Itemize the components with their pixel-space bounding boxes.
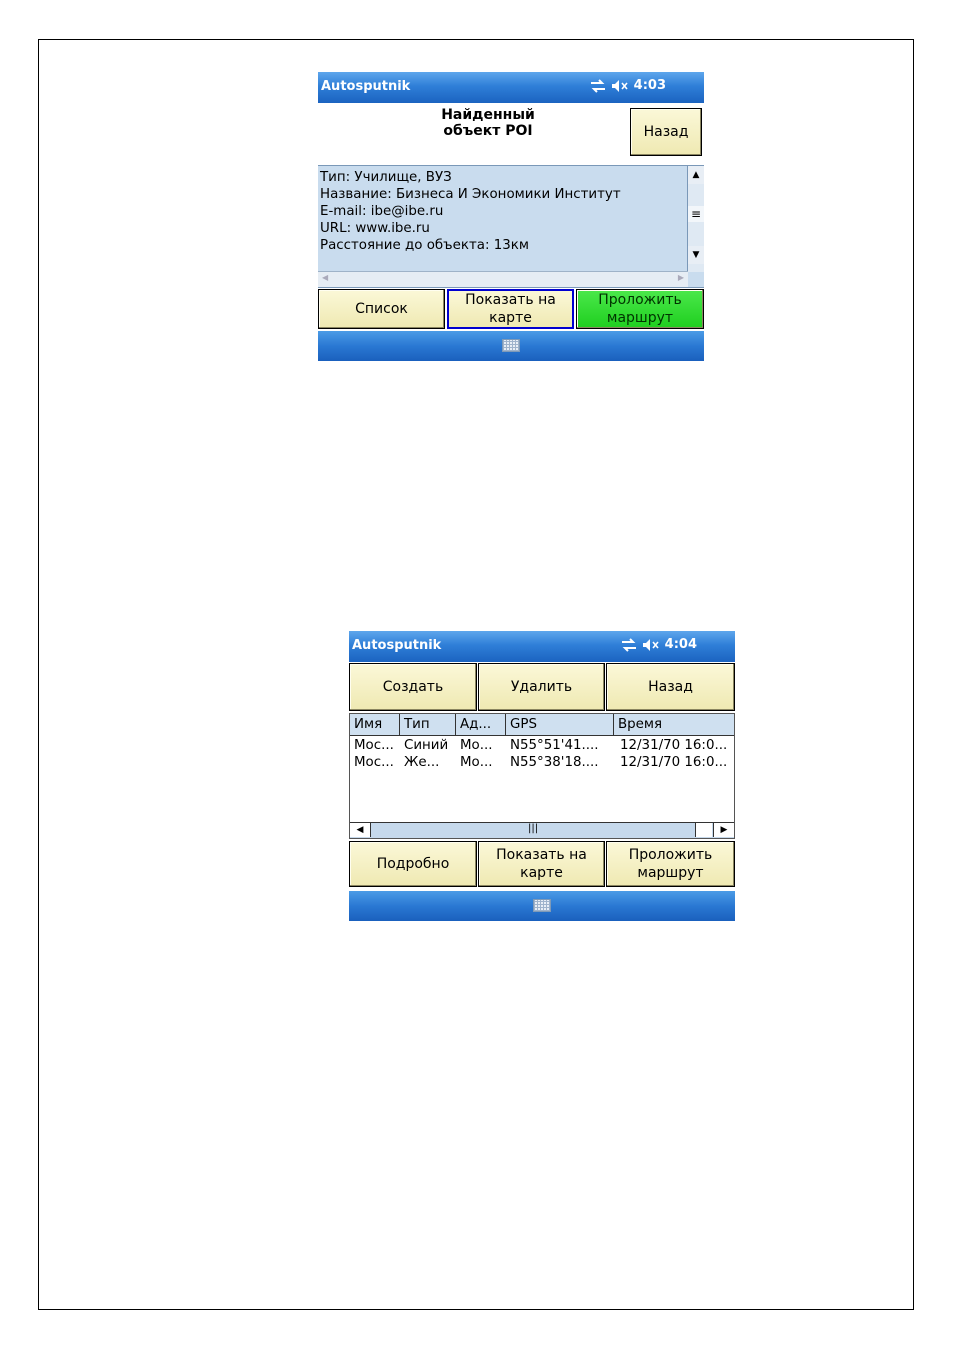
build-route-button[interactable]: Проложить маршрут — [576, 289, 704, 329]
status-area — [590, 78, 666, 93]
list-header — [350, 714, 734, 736]
menu-bar — [318, 331, 704, 361]
connectivity-icon[interactable] — [621, 638, 637, 652]
connectivity-icon[interactable] — [590, 79, 606, 93]
show-on-map-button[interactable]: Показать на карте — [447, 289, 574, 329]
poi-distance-line: Расстояние до объекта: 13км — [320, 238, 529, 253]
list-item[interactable]: Мос... Же... Мо... N55°38'18.... 12/31/70 16:0... — [354, 755, 728, 770]
scroll-left-icon[interactable]: ◀ — [350, 823, 371, 837]
app-title: Autosputnik — [352, 638, 442, 653]
horizontal-scrollbar[interactable] — [350, 822, 734, 838]
volume-muted-icon[interactable] — [642, 638, 660, 652]
build-route-button[interactable]: Проложить маршрут — [606, 841, 735, 887]
title-bar — [349, 631, 735, 662]
list-button[interactable]: Список — [318, 289, 445, 329]
keyboard-icon[interactable] — [502, 339, 520, 352]
back-button[interactable]: Назад — [606, 663, 735, 711]
app-title: Autosputnik — [321, 79, 411, 94]
scroll-right-icon[interactable]: ▶ — [713, 823, 734, 837]
status-area — [621, 637, 697, 652]
poi-url-line: URL: www.ibe.ru — [320, 221, 430, 236]
list-item[interactable]: Мос... Синий Мо... N55°51'41.... 12/31/70 16:0... — [354, 738, 728, 753]
poi-email-line: E-mail: ibe@ibe.ru — [320, 204, 444, 219]
back-button[interactable]: Назад — [630, 108, 702, 156]
clock[interactable]: 4:04 — [664, 637, 697, 652]
column-header-gps[interactable]: GPS — [506, 714, 614, 736]
keyboard-icon[interactable] — [533, 899, 551, 912]
page-title: Найденный объект POI — [441, 107, 535, 139]
delete-button[interactable]: Удалить — [478, 663, 605, 711]
scroll-track-end[interactable] — [695, 823, 712, 837]
volume-muted-icon[interactable] — [611, 79, 629, 93]
poi-list[interactable] — [349, 713, 735, 839]
poi-info-box[interactable] — [318, 165, 704, 288]
poi-list-screen — [349, 631, 735, 921]
vertical-scrollbar[interactable] — [687, 166, 704, 272]
poi-found-screen — [318, 72, 704, 361]
scroll-up-icon[interactable]: ▲ — [688, 166, 704, 184]
column-header-name[interactable]: Имя — [350, 714, 400, 736]
clock[interactable]: 4:03 — [633, 78, 666, 93]
menu-bar — [349, 891, 735, 921]
column-header-type[interactable]: Тип — [400, 714, 456, 736]
scroll-right-icon[interactable]: ▶ — [677, 273, 684, 282]
show-on-map-button[interactable]: Показать на карте — [478, 841, 605, 887]
column-header-time[interactable]: Время — [614, 714, 734, 736]
column-header-address[interactable]: Ад... — [456, 714, 506, 736]
details-button[interactable]: Подробно — [349, 841, 477, 887]
scroll-left-icon[interactable]: ◀ — [322, 273, 329, 282]
scroll-thumb[interactable]: ||| — [528, 823, 539, 834]
poi-name-line: Название: Бизнеса И Экономики Институт — [320, 187, 621, 202]
poi-type-line: Тип: Училище, ВУЗ — [320, 170, 452, 185]
scroll-thumb[interactable]: ≡ — [688, 206, 704, 222]
scroll-down-icon[interactable]: ▼ — [688, 246, 704, 264]
create-button[interactable]: Создать — [349, 663, 477, 711]
horizontal-scrollbar[interactable] — [318, 271, 688, 287]
poi-info-text — [320, 169, 621, 254]
title-bar — [318, 72, 704, 103]
